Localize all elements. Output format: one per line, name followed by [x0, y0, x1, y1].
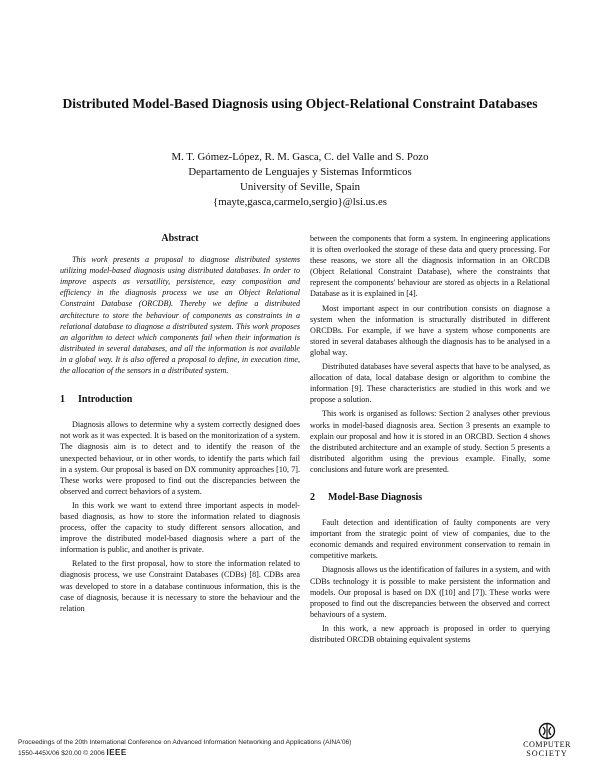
intro-paragraph-3: Related to the first proposal, how to store the information related to diagnosis process, we use Constraint Databases (CDBs) [8]. CDBs area was developed to store in a database continuous information, this is the case of diagnosis, because it is necessary to store the behaviour and the relation — [60, 559, 300, 613]
section-1-number: 1 — [60, 394, 65, 406]
mbd-paragraph-1: Fault detection and identification of faulty components are very important from the strategic point of view of companies, due to the economic demands and required environment conservation to remain in competitive markets. — [310, 518, 550, 561]
abstract-heading: Abstract — [161, 233, 199, 244]
department: Departamento de Lenguajes y Sistemas Informticos — [188, 166, 412, 178]
university: University of Seville, Spain — [240, 181, 360, 193]
footer — [18, 738, 488, 759]
section-2-heading — [310, 492, 550, 503]
intro-paragraph-6: This work is organised as follows: Section 2 analyses other previous works in model-based diagnosis area. Section 3 presents an example to explain our proposal and how it is stored in an ORCBD. Section 4 shows the distributed architecture and an example of study. Section 5 presents a distributed algorithm using the previous example. Finally, some conclusions and future work are presented. — [310, 409, 550, 474]
intro-paragraph-2: In this work we want to extend three important aspects in model-based diagnosis, as how to store the information related to diagnosis process, offer the capacity to study different sensors allocation, and improve the distributed model-based diagnosis where a part of the information is public, and another is private. — [60, 500, 300, 555]
section-1-title: Introduction — [78, 394, 133, 406]
mbd-paragraph-2: Diagnosis allows us the identification of failures in a system, and with CDBs technology it is possible to make persistent the information and models. Our proposal is based on DX ([10] and [7]). These works were proposed to find out the discrepancies between the observed and correct behaviours of a system. — [310, 565, 550, 619]
logo-text-computer: COMPUTER — [523, 740, 571, 749]
left-column — [60, 233, 300, 617]
intro-paragraph-5: Distributed databases have several aspects that have to be analysed, as allocation of data, local database design or algorithm to combine the information [9]. These characteristics are studied in this work and we propose a solution. — [310, 362, 550, 405]
footer-issn-line — [18, 748, 488, 759]
section-2-number: 2 — [310, 491, 315, 503]
computer-society-logo-icon — [538, 722, 556, 740]
mbd-paragraph-3: In this work, a new approach is proposed in order to querying distributed ORCDB obtaining equivalent systems — [310, 623, 550, 644]
logo-text-society: SOCIETY — [526, 749, 568, 758]
abstract-text: This work presents a proposal to diagnose distributed systems utilizing model-based diagnosis using distributed databases. In order to improve aspects as versatility, persistence, easy composition and efficiency in the diagnosis process we use an Object Relational Constraint Database (ORCDB). Thereby we define a distributed architecture to store the behaviour of components as constraints in a relational database to diagnose a distributed system. This work proposes an algorithm to detect which components fail when their information is distributed in several databases, and all the information is not available in a global way. It is also offered a proposal to define, in execution time, the allocation of the sensors in a distributed system. — [60, 255, 300, 376]
intro-paragraph-3-continued: between the components that form a system. In engineering applications it is often overlooked the storage of these data and query processing. For these reasons, we store all the diagnosis information in an ORCDB (Object Relational Constraint Database), where the constraints that represent the components' behaviour are stored as objects in a Relational Database as it is explained in [4]. — [310, 234, 550, 299]
footer-proceedings: Proceedings of the 20th International Conference on Advanced Information Networking and Applications (AINA'06) — [18, 739, 352, 746]
intro-paragraph-1: Diagnosis allows to determine why a system correctly designed does not work as it was expected. It is based on the monitorization of a system. The diagnosis aim is to detect and to identify the reason of the unexpected behaviour, or in other words, to identify the parts which fail in a system. Our proposal is based on DX community approaches [10, 7]. These works were proposed to find out the discrepancies between the observed and correct behaviors of a system. — [60, 420, 300, 496]
section-1-heading — [60, 394, 300, 405]
computer-society-logo — [512, 722, 582, 764]
footer-issn: 1550-445X/06 $20.00 © 2006 — [18, 750, 105, 757]
author-block — [100, 150, 500, 210]
ieee-logo-text: IEEE — [106, 748, 127, 757]
section-2-title: Model-Base Diagnosis — [328, 491, 423, 503]
email: {mayte,gasca,carmelo,sergio}@lsi.us.es — [213, 196, 387, 208]
paper-title: Distributed Model-Based Diagnosis using Object-Relational Constraint Databases — [62, 96, 538, 111]
intro-paragraph-4: Most important aspect in our contribution consists on diagnose a system when the information is structurally distributed in different ORCDBs. For example, if we have a system whose components are stored in several databases although the diagnosis has to be analysed in a global way. — [310, 303, 550, 357]
right-column — [310, 233, 550, 648]
authors: M. T. Gómez-López, R. M. Gasca, C. del Valle and S. Pozo — [171, 151, 429, 163]
